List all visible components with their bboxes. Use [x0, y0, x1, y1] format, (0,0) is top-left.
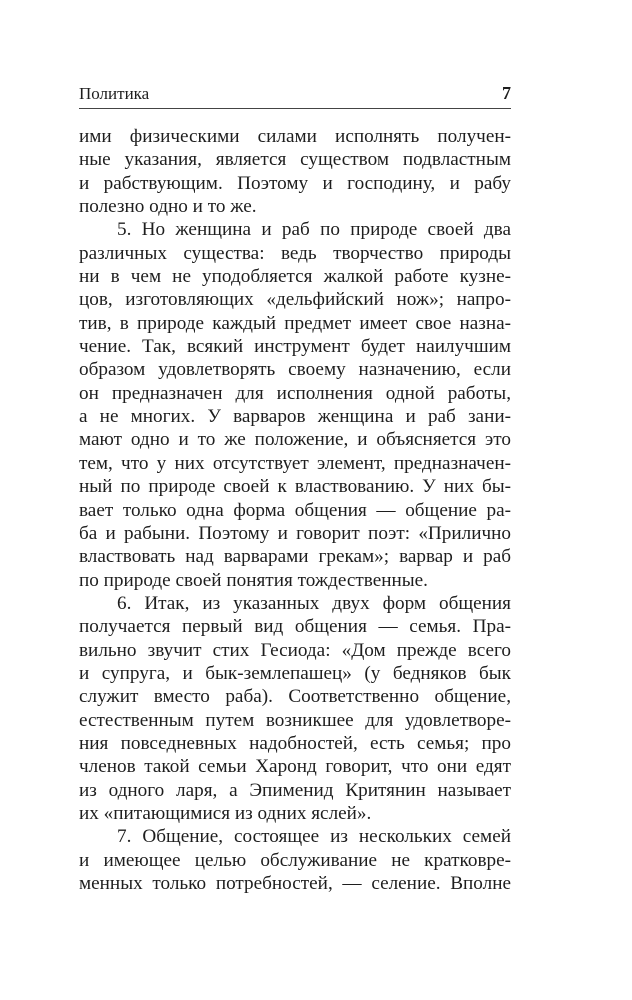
text-line: ный по природе своей к властвованию. У них бы- — [79, 476, 511, 498]
paragraph — [79, 218, 511, 592]
text-line: ные указания, является существом подвластным — [79, 149, 511, 171]
text-line: и супруга, и бык-землепашец» (у бедняков бык — [79, 662, 511, 684]
text-line: по природе своей понятия тождественные. — [79, 569, 428, 591]
text-line: чение. Так, всякий инструмент будет наилучшим — [79, 336, 511, 358]
text-line: служит вместо раба). Соответственно общение, — [79, 686, 511, 708]
text-line: их «питающимися из одних яслей». — [79, 802, 372, 824]
text-line: ни в чем не уподобляется жалкой работе кузне- — [79, 266, 511, 288]
running-title: Политика — [79, 84, 150, 103]
text-line: тем, что у них отсутствует элемент, предназначен- — [79, 452, 511, 474]
text-line: получается первый вид общения — семья. Пра- — [79, 616, 511, 638]
text-line: он предназначен для исполнения одной работы, — [79, 382, 511, 404]
text-line: из одного ларя, а Эпименид Критянин называет — [79, 779, 511, 801]
paragraph — [79, 125, 511, 218]
text-line: вильно звучит стих Гесиода: «Дом прежде всего — [79, 639, 511, 661]
text-line: ния повседневных надобностей, есть семья; про — [79, 732, 511, 754]
text-line: властвовать над варварами грекам»; варвар и раб — [79, 546, 511, 568]
text-line: и имеющее целью обслуживание не кратковре- — [79, 849, 511, 871]
text-line: ба и рабыни. Поэтому и говорит поэт: «Прилично — [79, 522, 511, 544]
text-line: членов такой семьи Харонд говорит, что они едят — [79, 756, 511, 778]
body-text — [79, 125, 511, 895]
text-line: мают одно и то же положение, и объясняется это — [79, 429, 511, 451]
text-line: различных существа: ведь творчество природы — [79, 242, 511, 264]
text-line: менных только потребностей, — селение. Вполне — [79, 873, 511, 894]
page-number: 7 — [502, 83, 511, 103]
running-header — [79, 82, 511, 109]
paragraph — [79, 592, 511, 825]
text-line: 6. Итак, из указанных двух форм общения — [117, 592, 511, 614]
text-line: 5. Но женщина и раб по природе своей два — [117, 219, 511, 241]
text-line: а не многих. У варваров женщина и раб зани- — [79, 406, 511, 428]
text-line: вает только одна форма общения — общение ра- — [79, 499, 511, 521]
text-line: и рабствующим. Поэтому и господину, и рабу — [79, 172, 511, 194]
text-line: полезно одно и то же. — [79, 196, 257, 218]
text-line: образом удовлетворять своему назначению, если — [79, 359, 511, 381]
paragraph — [79, 825, 511, 895]
text-line: цов, изготовляющих «дельфийский нож»; напро- — [79, 289, 511, 311]
text-line: тив, в природе каждый предмет имеет свое назна- — [79, 312, 511, 334]
text-line: естественным путем возникшее для удовлетворе- — [79, 709, 511, 731]
text-line: 7. Общение, состоящее из нескольких семей — [117, 826, 511, 848]
text-line: ими физическими силами исполнять получен- — [79, 126, 511, 147]
